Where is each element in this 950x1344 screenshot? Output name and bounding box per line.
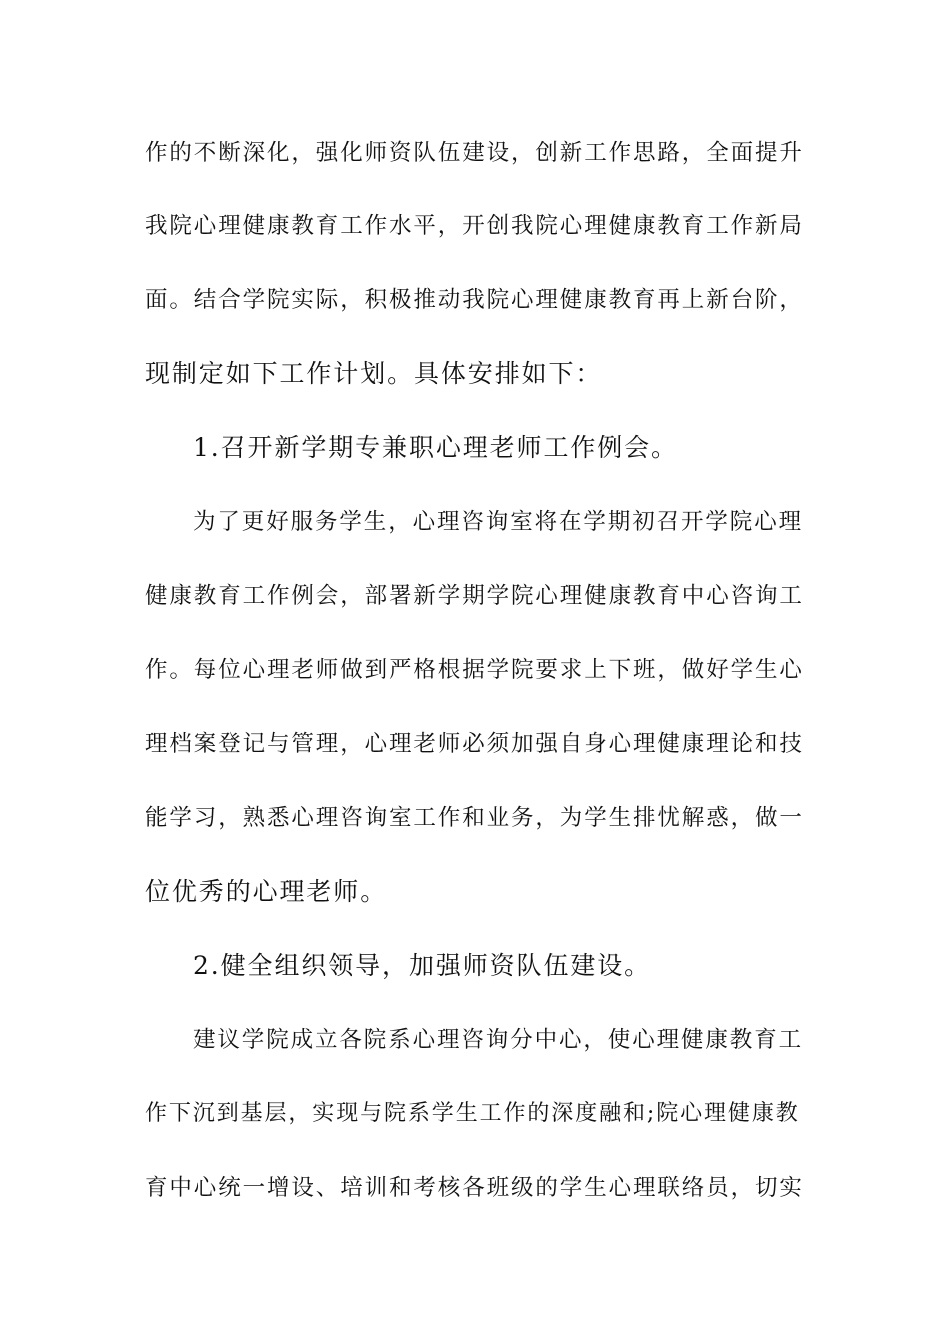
text-line-8: 作。每位心理老师做到严格根据学院要求上下班，做好学生心 [145, 657, 804, 683]
text-line-2: 我院心理健康教育工作水平，开创我院心理健康教育工作新局 [145, 213, 804, 239]
text-line-1: 作的不断深化，强化师资队伍建设，创新工作思路，全面提升 [145, 140, 804, 166]
text-line-6: 为了更好服务学生，心理咨询室将在学期初召开学院心理 [193, 509, 804, 535]
text-line-15: 育中心统一增设、培训和考核各班级的学生心理联络员，切实 [145, 1175, 804, 1201]
section-heading-1: 1.召开新学期专兼职心理老师工作例会。 [193, 433, 678, 462]
text-line-9: 理档案登记与管理，心理老师必须加强自身心理健康理论和技 [145, 731, 804, 757]
section-heading-2: 2.健全组织领导，加强师资队伍建设。 [193, 951, 652, 980]
text-line-7: 健康教育工作例会，部署新学期学院心理健康教育中心咨询工 [145, 583, 804, 609]
text-line-3: 面。结合学院实际，积极推动我院心理健康教育再上新台阶， [145, 287, 804, 313]
text-line-4: 现制定如下工作计划。具体安排如下： [145, 359, 603, 388]
text-line-11: 位优秀的心理老师。 [145, 877, 388, 906]
text-line-13: 建议学院成立各院系心理咨询分中心，使心理健康教育工 [193, 1027, 804, 1053]
text-line-14: 作下沉到基层，实现与院系学生工作的深度融和;院心理健康教 [145, 1101, 800, 1126]
text-line-10: 能学习，熟悉心理咨询室工作和业务，为学生排忧解惑，做一 [145, 805, 804, 831]
